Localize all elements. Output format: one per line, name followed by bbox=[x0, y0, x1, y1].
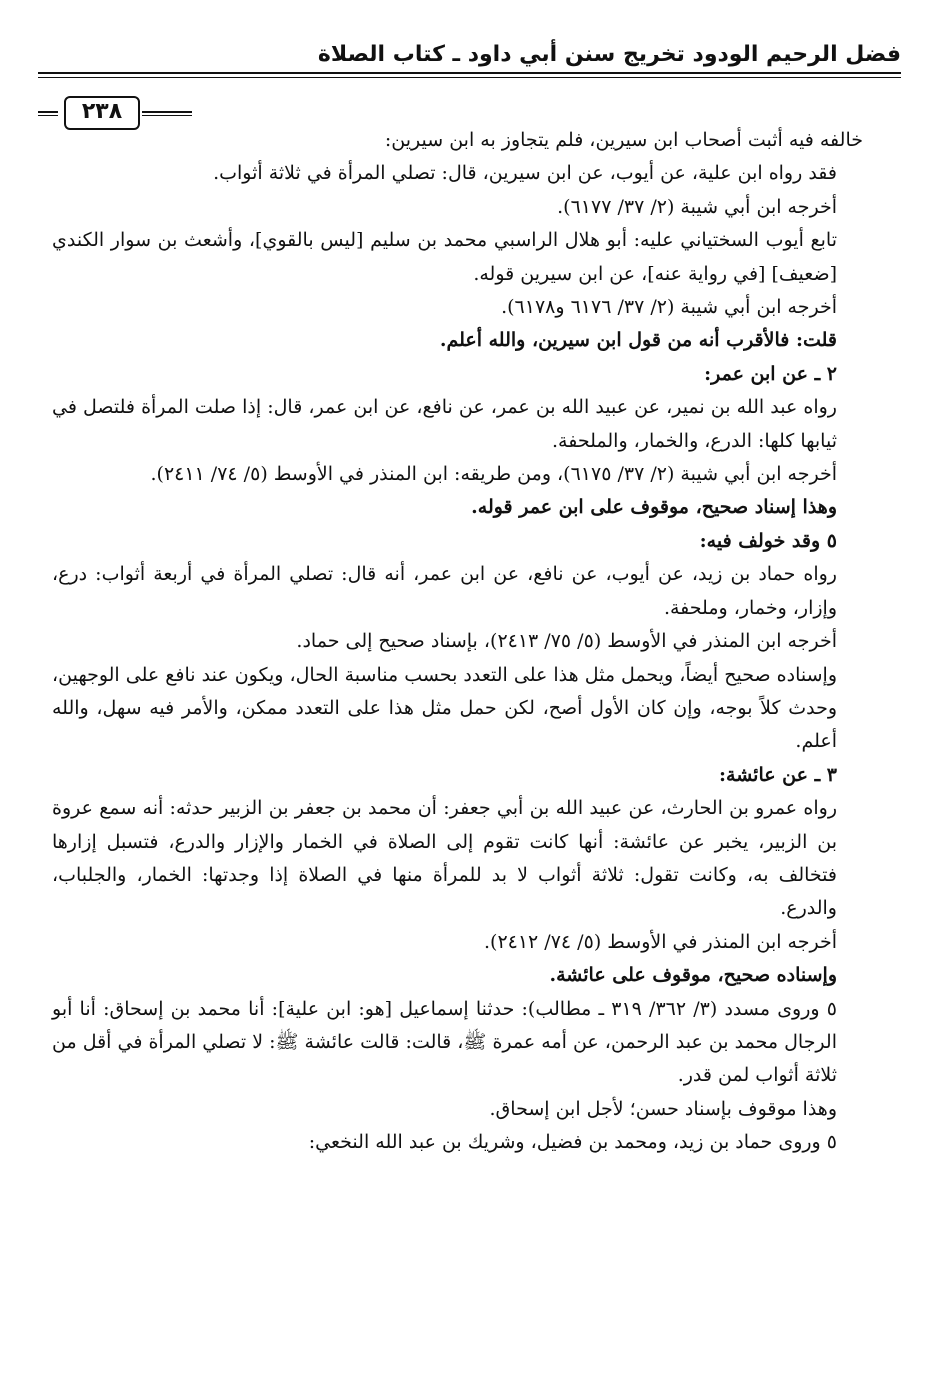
paragraph: رواه عمرو بن الحارث، عن عبيد الله بن أبي جعفر: أن محمد بن جعفر بن الزبير حدثه: أنه سمع عروة بن الزبير، يخبر عن عائشة: أنها كانت تقوم إلى الصلاة في الخمار والإزار والدرع، فتسبل إزارها فتخالف به، وكانت تقول: ثلاثة أثواب لا بد للمرأة منها في الصلاة إذا وجدتها: الخمار، والجلباب، والدرع. bbox=[52, 797, 837, 920]
paragraph: ٥ وروى مسدد (٣/ ٣٦٢/ ٣١٩ ـ مطالب): حدثنا إسماعيل [هو: ابن علية]: أنا محمد بن إسحاق: أنا أبو الرجال محمد بن عبد الرحمن، عن أمه عمرة ﷺ، قالت: قالت عائشة ﷺ: لا تصلي المرأة في أقل من ثلاثة أثواب لمن قدر. bbox=[52, 997, 837, 1087]
paragraph: أخرجه ابن أبي شيبة (٢/ ٣٧/ ٦١٧٧). bbox=[557, 195, 837, 218]
running-title: فضل الرحيم الودود تخريج سنن أبي داود ـ كتاب الصلاة bbox=[317, 42, 901, 67]
paragraph: أخرجه ابن أبي شيبة (٢/ ٣٧/ ٦١٧٦ و٦١٧٨). bbox=[501, 296, 837, 319]
verdict-paragraph: وإسناده صحيح، موقوف على عائشة. bbox=[549, 964, 837, 987]
header-divider bbox=[38, 72, 901, 78]
verdict-paragraph: وهذا إسناد صحيح، موقوف على ابن عمر قوله. bbox=[471, 496, 837, 519]
page-header bbox=[38, 40, 901, 124]
page-number: ٢٣٨ bbox=[64, 96, 140, 130]
paragraph: وهذا موقوف بإسناد حسن؛ لأجل ابن إسحاق. bbox=[489, 1097, 837, 1120]
paragraph: أخرجه ابن المنذر في الأوسط (٥/ ٧٥/ ٢٤١٣)، بإسناد صحيح إلى حماد. bbox=[296, 630, 837, 653]
paragraph: تابع أيوب السختياني عليه: أبو هلال الراسبي محمد بن سليم [ليس بالقوي]، وأشعث بن سوار الكندي [ضعيف] [في رواية عنه]، عن ابن سيرين قوله. bbox=[52, 229, 837, 285]
subheading: ٥ وقد خولف فيه: bbox=[699, 529, 837, 552]
conclusion-paragraph: قلت: فالأقرب أنه من قول ابن سيرين، والله أعلم. bbox=[439, 329, 837, 352]
paragraph: ٥ وروى حماد بن زيد، ومحمد بن فضيل، وشريك بن عبد الله النخعي: bbox=[308, 1131, 837, 1154]
page-body bbox=[52, 124, 863, 1160]
paragraph: وإسناده صحيح أيضاً، ويحمل مثل هذا على التعدد بحسب مناسبة الحال، ويكون عند نافع على الوجهين، وحدث كلاً بوجه، وإن كان الأول أصح، لكن حمل مثل هذا على التعدد ممكن، والأمر فيه سهل، والله أعلم. bbox=[52, 663, 837, 753]
section-heading: ٢ ـ عن ابن عمر: bbox=[704, 362, 837, 385]
paragraph: رواه حماد بن زيد، عن أيوب، عن نافع، عن ابن عمر، أنه قال: تصلي المرأة في أربعة أثواب: درع، وإزار، وخمار، وملحفة. bbox=[52, 563, 837, 619]
page-number-rule-right bbox=[142, 111, 192, 116]
paragraph: خالفه فيه أثبت أصحاب ابن سيرين، فلم يتجاوز به ابن سيرين: bbox=[384, 129, 863, 151]
page-number-rule-left bbox=[38, 111, 58, 116]
paragraph: رواه عبد الله بن نمير، عن عبيد الله بن عمر، عن نافع، عن ابن عمر، قال: إذا صلت المرأة فلتصل في ثيابها كلها: الدرع، والخمار، والملحفة. bbox=[52, 396, 837, 452]
section-heading: ٣ ـ عن عائشة: bbox=[719, 763, 837, 786]
paragraph: أخرجه ابن المنذر في الأوسط (٥/ ٧٤/ ٢٤١٢). bbox=[483, 930, 837, 953]
paragraph: فقد رواه ابن علية، عن أيوب، عن ابن سيرين، قال: تصلي المرأة في ثلاثة أثواب. bbox=[213, 162, 837, 185]
paragraph: أخرجه ابن أبي شيبة (٢/ ٣٧/ ٦١٧٥)، ومن طريقه: ابن المنذر في الأوسط (٥/ ٧٤/ ٢٤١١). bbox=[150, 463, 837, 486]
